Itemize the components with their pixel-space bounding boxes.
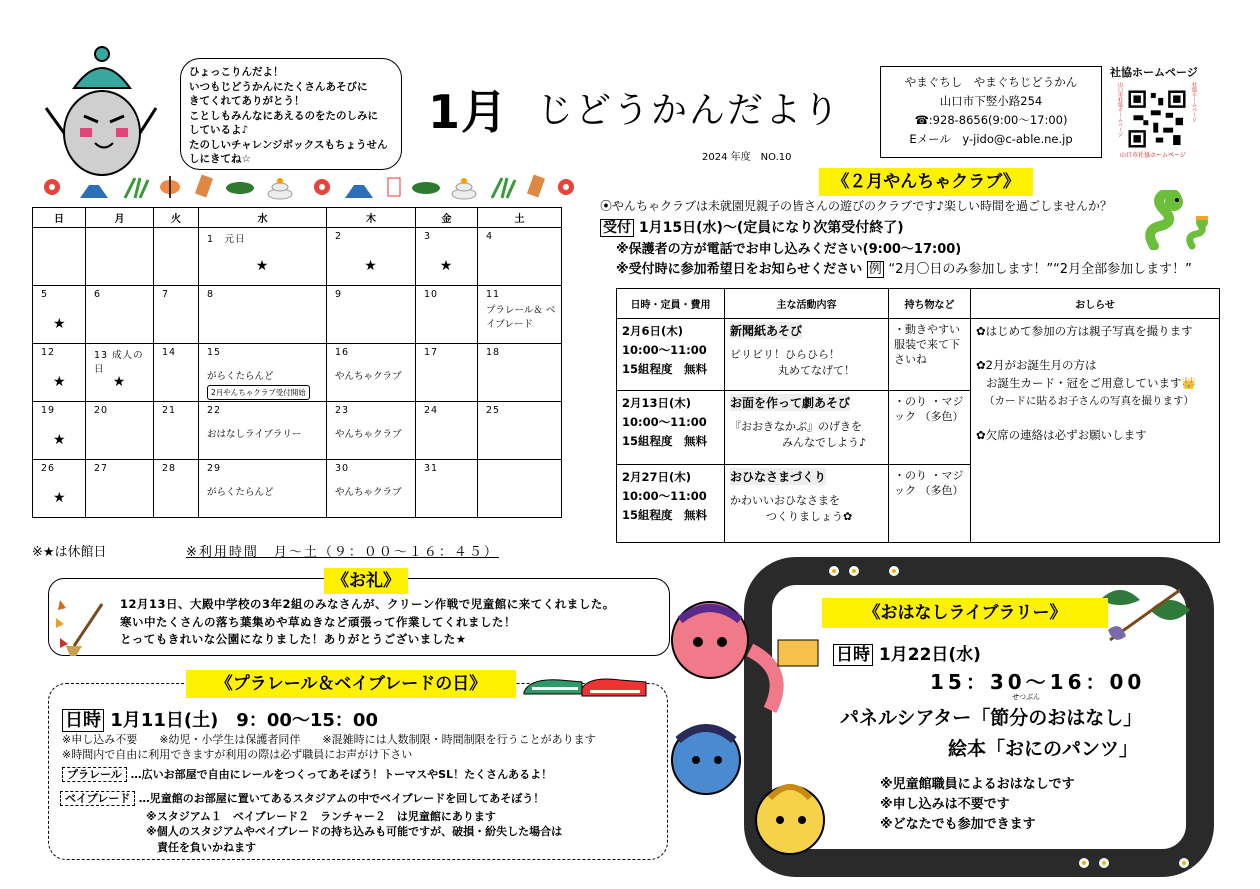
calendar-week-row bbox=[33, 344, 562, 402]
session-activity-line: かわいいおひなさまを bbox=[730, 494, 840, 507]
calendar-table bbox=[32, 207, 562, 518]
calendar-day-cell bbox=[327, 228, 416, 286]
calendar-day-number: 5 bbox=[41, 289, 49, 300]
session-date: 2月27日(木) bbox=[622, 470, 692, 484]
contact-tel: ☎:928-8656(9:00～17:00) bbox=[914, 113, 1068, 127]
calendar-day-cell bbox=[416, 228, 478, 286]
calendar-header-row bbox=[33, 208, 562, 228]
plarail-title: 《プラレール＆ベイブレードの日》 bbox=[186, 670, 516, 698]
kagami-mochi-icon bbox=[452, 178, 476, 199]
calendar-day-number: 30 bbox=[335, 463, 350, 474]
bamboo-icon bbox=[492, 178, 515, 198]
yancha-intro: ⦿やんちゃクラブは未就園児親子の皆さんの遊びのクラブです♪楽しい時間を過ごしませんか？ bbox=[600, 199, 1113, 213]
calendar-day-cell bbox=[199, 286, 327, 344]
yancha-schedule-table bbox=[616, 288, 1220, 543]
contact-email: Eメール y-jido@c-able.ne.jp bbox=[909, 132, 1073, 146]
bubble-line: ことしもみんなにあえるのをたのしみに bbox=[189, 109, 378, 122]
calendar-day-cell bbox=[33, 402, 86, 460]
session-activity-line: ビリビリ！ひらひら！ bbox=[730, 348, 840, 361]
speech-bubble bbox=[180, 58, 402, 170]
contact-box bbox=[880, 66, 1102, 158]
plum-icon bbox=[44, 179, 60, 195]
calendar-day-cell bbox=[33, 228, 86, 286]
calendar-day-number: 19 bbox=[41, 405, 56, 416]
closed-day-star-icon: ★ bbox=[53, 490, 67, 506]
library-ruby: せつぶん bbox=[1012, 693, 1040, 701]
session-date-cell bbox=[617, 319, 725, 391]
closed-day-star-icon: ★ bbox=[112, 374, 127, 390]
yancha-header-activity: 主な活動内容 bbox=[725, 289, 889, 319]
yancha-header-date: 日時・定員・費用 bbox=[617, 289, 725, 319]
reception-text: 1月15日(水)～(定員になり次第受付終了) bbox=[638, 220, 904, 236]
yancha-phone-note: ※保護者の方が電話でお申し込みください(9:00～17:00) bbox=[616, 242, 962, 257]
bubble-line: ひょっこりんだよ！ bbox=[189, 66, 284, 78]
calendar-body bbox=[33, 228, 562, 518]
session-activity-title: お面を作って劇あそび bbox=[730, 396, 851, 410]
calendar-day-number: 23 bbox=[335, 405, 350, 416]
calendar-day-number: 31 bbox=[424, 463, 439, 474]
calendar-day-number: 3 bbox=[424, 231, 432, 242]
calendar-day-number: 4 bbox=[486, 231, 494, 242]
session-activity-body bbox=[730, 419, 883, 451]
session-items: ・のり ・マジック （多色） bbox=[889, 391, 971, 465]
calendar-day-cell bbox=[478, 344, 562, 402]
calendar-header-sat: 土 bbox=[478, 208, 562, 228]
calendar-day-cell bbox=[478, 460, 562, 518]
calendar-day-cell bbox=[86, 286, 154, 344]
reception-label: 受付 bbox=[600, 219, 634, 237]
calendar-day-number: 10 bbox=[424, 289, 439, 300]
calendar-day-number: 6 bbox=[94, 289, 102, 300]
session-capacity: 15組程度 無料 bbox=[622, 434, 708, 448]
calendar-day-cell bbox=[199, 228, 327, 286]
qr-code-icon[interactable] bbox=[1126, 88, 1188, 150]
calendar-day-number: 14 bbox=[162, 347, 177, 358]
battledore-icon bbox=[527, 175, 545, 198]
mascot-illustration bbox=[40, 38, 160, 178]
calendar-header-sun: 日 bbox=[33, 208, 86, 228]
calendar-header-fri: 金 bbox=[416, 208, 478, 228]
yancha-reception bbox=[600, 217, 904, 237]
calendar-header-wed: 水 bbox=[199, 208, 327, 228]
issue-number: 2024 年度 NO.10 bbox=[702, 152, 792, 163]
plum-icon bbox=[558, 179, 574, 195]
beyblade-note-line: 責任を負いかねます bbox=[146, 841, 256, 854]
opening-hours-note: ※利用時間 月～土（９：００～１６：４５） bbox=[186, 545, 499, 560]
thanks-line: 12月13日、大殿中学校の3年2組のみなさんが、クリーン作戦で児童館に来てくれました。 bbox=[120, 597, 615, 611]
plarail-tag: プラレール bbox=[62, 767, 127, 782]
beyblade-text: …児童館のお部屋に置いてあるスタジアムの中でベイブレードを回してあそぼう！ bbox=[138, 792, 545, 805]
calendar-day-number: 7 bbox=[162, 289, 170, 300]
qr-bottom-text: 山口市社協ホームページ bbox=[1120, 152, 1186, 159]
library-program-2: 絵本「おにのパンツ」 bbox=[948, 738, 1139, 760]
notice-line: ✿はじめて参加の方は親子写真を撮ります bbox=[976, 324, 1193, 338]
session-activity-body bbox=[730, 493, 883, 525]
plarail-note: ※時間内で自由に利用できますが利用の際は必ず職員にお声がけ下さい bbox=[62, 748, 413, 761]
bubble-line: きてくれてありがとう！ bbox=[189, 95, 305, 107]
example-text: “2月〇日のみ参加します！”“2月全部参加します！” bbox=[888, 262, 1192, 277]
calendar-day-number: 16 bbox=[335, 347, 350, 358]
calendar-event: やんちゃクラブ bbox=[335, 429, 402, 440]
calendar-day-number: 21 bbox=[162, 405, 177, 416]
calendar-header-thu: 木 bbox=[327, 208, 416, 228]
calendar-header-tue: 火 bbox=[154, 208, 199, 228]
calendar-day-number: 24 bbox=[424, 405, 439, 416]
calendar-week-row bbox=[33, 402, 562, 460]
session-activity-line: 丸めてなげて！ bbox=[778, 364, 855, 377]
session-activity-cell bbox=[725, 465, 889, 543]
calendar-day-cell bbox=[154, 460, 199, 518]
qr-side-text: 社協ホームページ bbox=[1191, 82, 1197, 122]
calendar-day-number: 22 bbox=[207, 405, 222, 416]
calendar-day-cell bbox=[86, 344, 154, 402]
plarail-note: ※申し込み不要 ※幼児・小学生は保護者同伴 ※混雑時には人数制限・時間制限を行うことがあります bbox=[62, 733, 596, 746]
calendar-day-cell bbox=[327, 344, 416, 402]
calendar-day-cell bbox=[33, 460, 86, 518]
beyblade-note bbox=[146, 824, 562, 856]
notice-line: （カードに貼るお子さんの写真を撮ります） bbox=[984, 395, 1194, 407]
notice-line: お誕生カード・冠をご用意しています👑 bbox=[986, 376, 1196, 390]
plarail-when-text: 1月11日(土) 9：00～15：00 bbox=[110, 710, 378, 731]
session-date-cell bbox=[617, 391, 725, 465]
calendar-day-number: 12 bbox=[41, 347, 56, 358]
yancha-notice-cell bbox=[971, 319, 1220, 543]
closed-day-note: ※★は休館日 bbox=[32, 545, 107, 560]
calendar-week-row bbox=[33, 460, 562, 518]
yancha-club-title: 《２月やんちゃクラブ》 bbox=[819, 168, 1033, 196]
calendar-day-cell bbox=[478, 402, 562, 460]
session-activity-title: おひなさまづくり bbox=[730, 470, 827, 484]
library-note-line: ※どなたでも参加できます bbox=[880, 817, 1036, 832]
calendar-day-number: 1 元日 bbox=[207, 234, 246, 245]
contact-name: やまぐちし やまぐちじどうかん bbox=[904, 75, 1078, 89]
calendar-event: やんちゃクラブ bbox=[335, 371, 402, 382]
omikuji-icon bbox=[388, 178, 400, 196]
calendar-day-cell bbox=[86, 228, 154, 286]
calendar-day-cell bbox=[416, 344, 478, 402]
closed-day-star-icon: ★ bbox=[255, 258, 270, 274]
calendar-day-number: 25 bbox=[486, 405, 501, 416]
qr-side-text: 山口市社協ホームページ bbox=[1117, 82, 1123, 137]
session-date-cell bbox=[617, 465, 725, 543]
calendar-event: やんちゃクラブ bbox=[335, 487, 402, 498]
calendar-day-cell bbox=[199, 402, 327, 460]
beyblade-note: ※スタジアム１ ベイブレード２ ランチャー２ は児童館にあります bbox=[146, 810, 496, 823]
plarail-text: …広いお部屋で自由にレールをつくってあそぼう！トーマスやSL！たくさんあるよ！ bbox=[130, 768, 553, 781]
bamboo-icon bbox=[125, 178, 148, 198]
yancha-date-note bbox=[616, 258, 1192, 277]
yancha-header-notice: おしらせ bbox=[971, 289, 1220, 319]
library-program-1: パネルシアター「節分のおはなし」 bbox=[840, 707, 1143, 729]
session-date: 2月13日(木) bbox=[622, 396, 692, 410]
library-note-line: ※児童館職員によるおはなしです bbox=[880, 777, 1075, 792]
plarail-when-label: 日時 bbox=[62, 709, 104, 732]
calendar-day-number: 17 bbox=[424, 347, 439, 358]
calendar-day-cell bbox=[416, 402, 478, 460]
calendar-week-row bbox=[33, 228, 562, 286]
title-month: 1月 bbox=[428, 85, 509, 139]
calendar-day-cell bbox=[416, 286, 478, 344]
calendar-week-row bbox=[33, 286, 562, 344]
calendar-day-cell bbox=[416, 460, 478, 518]
session-time: 10:00～11:00 bbox=[622, 343, 707, 357]
calendar-day-number: 29 bbox=[207, 463, 222, 474]
newsletter-title: じどうかんだより bbox=[537, 90, 842, 131]
calendar-day-number: 8 bbox=[207, 289, 215, 300]
notice-line: ✿2月がお誕生月の方は bbox=[976, 358, 1097, 372]
bubble-line: しているよ♪ bbox=[189, 124, 249, 136]
calendar-day-cell bbox=[478, 228, 562, 286]
session-activity-body bbox=[730, 347, 883, 379]
calendar-event: がらくたらんど bbox=[207, 371, 274, 382]
calendar-day-cell bbox=[86, 460, 154, 518]
library-when bbox=[833, 640, 981, 665]
calendar-day-number: 15 bbox=[207, 347, 222, 358]
contact-address: 山口市下竪小路254 bbox=[939, 94, 1043, 108]
session-activity-line: 『おおきなかぶ』のげきを bbox=[730, 420, 862, 433]
calendar-event: がらくたらんど bbox=[207, 487, 274, 498]
closed-day-star-icon: ★ bbox=[53, 374, 67, 390]
library-when-text: 1月22日(水) bbox=[878, 645, 981, 665]
yancha-session-row bbox=[617, 319, 1220, 391]
bubble-line: しにきてね☆ bbox=[189, 153, 251, 165]
plarail-description bbox=[62, 766, 552, 782]
calendar-day-number: 13 成人の日 bbox=[94, 350, 144, 375]
calendar-day-cell bbox=[199, 344, 327, 402]
closed-day-star-icon: ★ bbox=[53, 316, 67, 332]
plum-icon bbox=[314, 179, 330, 195]
session-date: 2月6日(木) bbox=[622, 324, 684, 338]
thanks-text bbox=[120, 596, 615, 649]
thanks-line: とってもきれいな公園になりました！ありがとうございました★ bbox=[120, 632, 467, 646]
plarail-when bbox=[62, 706, 378, 732]
session-items: ・動きやすい服装で来て下さいね bbox=[889, 319, 971, 391]
bullet-train-icon bbox=[520, 670, 650, 704]
pine-icon bbox=[226, 182, 254, 194]
session-activity-line: みんなでしよう♪ bbox=[782, 436, 867, 449]
date-note-text: ※受付時に参加希望日をお知らせください bbox=[616, 262, 863, 277]
closed-day-star-icon: ★ bbox=[439, 258, 454, 274]
calendar-day-number: 20 bbox=[94, 405, 109, 416]
calendar-day-number: 26 bbox=[41, 463, 56, 474]
library-note-line: ※申し込みは不要です bbox=[880, 797, 1010, 812]
bubble-line: たのしいチャレンジボックスもちょうせん bbox=[189, 138, 388, 151]
closed-day-star-icon: ★ bbox=[364, 258, 378, 274]
notice-line: ✿欠席の連絡は必ずお願いします bbox=[976, 428, 1147, 442]
calendar-day-number: 2 bbox=[335, 231, 343, 242]
calendar-day-cell bbox=[327, 402, 416, 460]
calendar-day-number: 18 bbox=[486, 347, 501, 358]
calendar-day-cell bbox=[199, 460, 327, 518]
mount-fuji-icon bbox=[80, 178, 108, 198]
yancha-header-items: 持ち物など bbox=[889, 289, 971, 319]
library-time: 15：30～16：00 bbox=[930, 670, 1146, 694]
calendar-event: プラレール＆ ベイブレード bbox=[486, 305, 556, 330]
oni-illustration bbox=[660, 600, 840, 875]
pine-icon bbox=[412, 182, 440, 194]
kagami-mochi-icon bbox=[268, 178, 292, 199]
spinning-top-icon bbox=[160, 176, 180, 198]
yancha-header-row bbox=[617, 289, 1220, 319]
calendar-day-number: 9 bbox=[335, 289, 343, 300]
calendar-day-cell bbox=[86, 402, 154, 460]
battledore-icon bbox=[195, 175, 213, 198]
calendar-event-badge: 2月やんちゃクラブ受付開始 bbox=[207, 385, 310, 400]
calendar-day-cell bbox=[154, 402, 199, 460]
library-notes bbox=[880, 775, 1075, 835]
mount-fuji-icon bbox=[345, 178, 373, 198]
snake-illustration bbox=[1140, 190, 1220, 250]
calendar-day-number: 11 bbox=[486, 289, 501, 300]
calendar-day-cell bbox=[327, 286, 416, 344]
session-items: ・のり ・マジック （多色） bbox=[889, 465, 971, 543]
closed-day-star-icon: ★ bbox=[53, 432, 67, 448]
calendar-day-cell bbox=[327, 460, 416, 518]
calendar-day-cell bbox=[33, 344, 86, 402]
session-time: 10:00～11:00 bbox=[622, 415, 707, 429]
library-when-label: 日時 bbox=[833, 644, 873, 666]
calendar-header-mon: 月 bbox=[86, 208, 154, 228]
calendar-day-cell bbox=[154, 228, 199, 286]
calendar-day-number: 28 bbox=[162, 463, 177, 474]
web-label: 社協ホームページ bbox=[1110, 66, 1198, 79]
session-activity-cell bbox=[725, 391, 889, 465]
calendar-day-cell bbox=[154, 286, 199, 344]
calendar-event: おはなしライブラリー bbox=[207, 429, 302, 440]
calendar-day-cell bbox=[478, 286, 562, 344]
new-year-decoration-strip bbox=[40, 172, 580, 202]
calendar-day-cell bbox=[33, 286, 86, 344]
library-title: 《おはなしライブラリー》 bbox=[822, 598, 1108, 628]
thanks-title: 《お礼》 bbox=[324, 568, 408, 594]
session-activity-line: つくりましょう✿ bbox=[766, 510, 853, 523]
calendar-day-number: 27 bbox=[94, 463, 109, 474]
beyblade-description bbox=[60, 790, 544, 806]
session-activity-title: 新聞紙あそび bbox=[730, 324, 803, 338]
session-activity-cell bbox=[725, 319, 889, 391]
bubble-line: いつもじどうかんにたくさんあそびに bbox=[189, 80, 368, 93]
example-label: 例 bbox=[868, 262, 882, 277]
broom-leaves-icon bbox=[52, 594, 112, 658]
thanks-line: 寒い中たくさんの落ち葉集めや草ぬきなど頑張って作業してくれました！ bbox=[120, 614, 516, 629]
session-capacity: 15組程度 無料 bbox=[622, 508, 708, 522]
beyblade-tag: ベイブレード bbox=[60, 791, 135, 806]
calendar-day-cell bbox=[154, 344, 199, 402]
beyblade-note-line: ※個人のスタジアムやベイブレードの持ち込みも可能ですが、破損・紛失した場合は bbox=[146, 825, 563, 838]
session-time: 10:00～11:00 bbox=[622, 489, 707, 503]
session-capacity: 15組程度 無料 bbox=[622, 362, 708, 376]
